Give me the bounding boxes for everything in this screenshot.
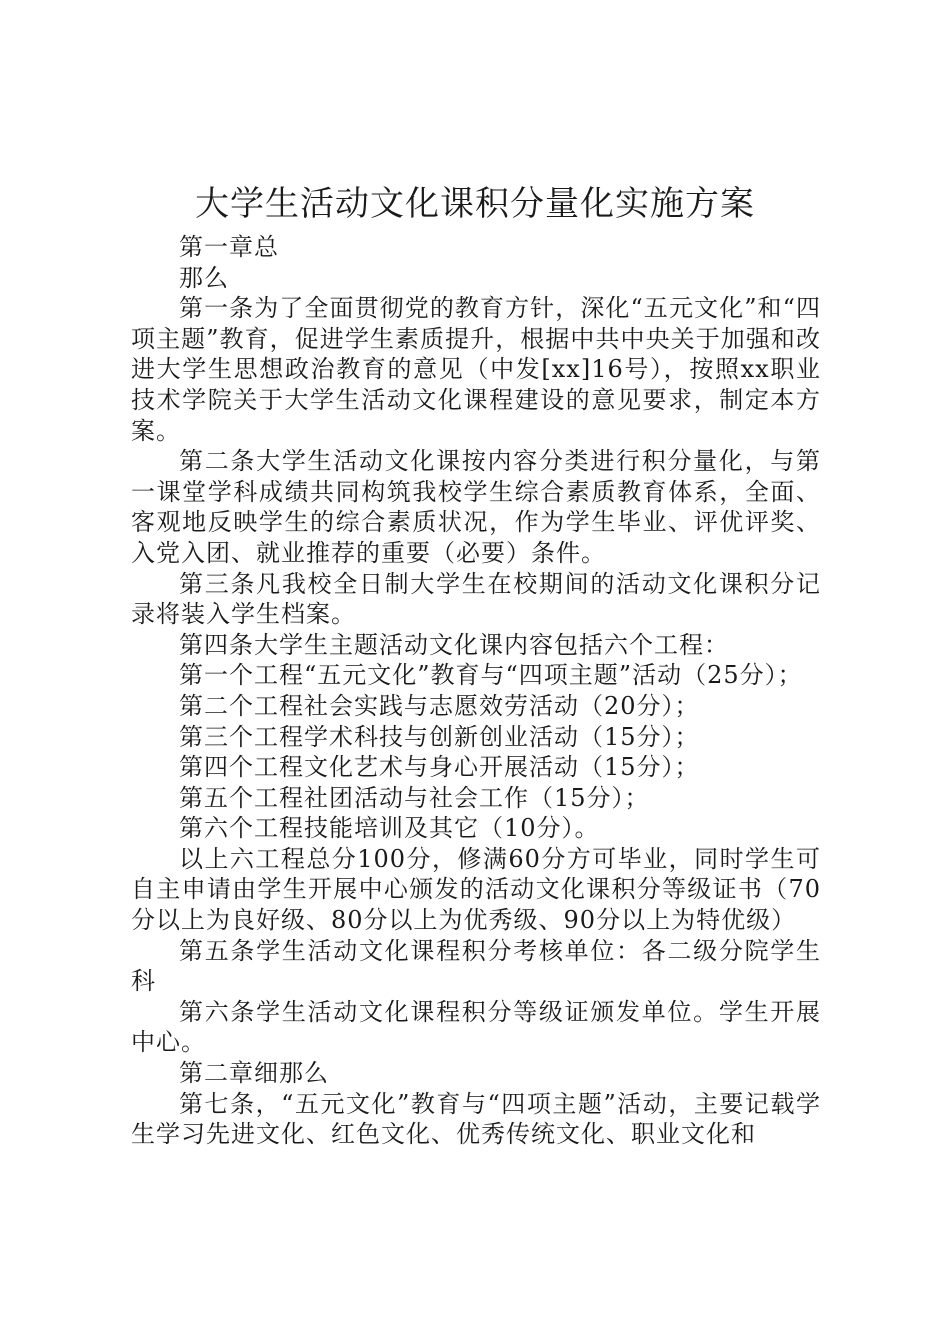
paragraph: 第一条为了全面贯彻党的教育方针，深化“五元文化”和“四项主题”教育，促进学生素质提升，根据中共中央关于加强和改进大学生思想政治教育的意见（中发[xx]16号），按照xx职业技术学院关于大学生活动文化课程建设的意见要求，制定本方案。 [131,294,821,445]
paragraph: 第五个工程社团活动与社会工作（15分）； [179,783,650,812]
document-body [131,232,821,1150]
paragraph: 那么 [179,263,229,292]
paragraph: 第四条大学生主题活动文化课内容包括六个工程： [179,630,729,659]
paragraph: 第一个工程“五元文化”教育与“四项主题”活动（25分）； [179,661,803,690]
paragraph: 第六个工程技能培训及其它（10分）。 [179,814,600,843]
document-title: 大学生活动文化课积分量化实施方案 [195,184,755,224]
paragraph: 第七条，“五元文化”教育与“四项主题”活动，主要记载学生学习先进文化、红色文化、优秀传统文化、职业文化和 [131,1089,821,1149]
paragraph: 第二个工程社会实践与志愿效劳活动（20分）； [179,691,700,720]
paragraph: 第一章总 [179,233,279,261]
paragraph: 第四个工程文化艺术与身心开展活动（15分）； [179,753,700,782]
paragraph: 第六条学生活动文化课程积分等级证颁发单位。学生开展中心。 [131,997,821,1057]
paragraph: 第五条学生活动文化课程积分考核单位：各二级分院学生科 [131,936,821,996]
paragraph: 以上六工程总分100分，修满60分方可毕业，同时学生可自主申请由学生开展中心颁发的活动文化课积分等级证书（70分以上为良好级、80分以上为优秀级、90分以上为特优级） [131,844,821,935]
paragraph: 第三条凡我校全日制大学生在校期间的活动文化课积分记录将装入学生档案。 [131,569,821,629]
paragraph: 第二章细那么 [179,1059,329,1088]
paragraph: 第三个工程学术科技与创新创业活动（15分）； [179,722,700,751]
paragraph: 第二条大学生活动文化课按内容分类进行积分量化，与第一课堂学科成绩共同构筑我校学生综合素质教育体系，全面、客观地反映学生的综合素质状况，作为学生毕业、评优评奖、入党入团、就业推荐的重要（必要）条件。 [131,447,821,567]
